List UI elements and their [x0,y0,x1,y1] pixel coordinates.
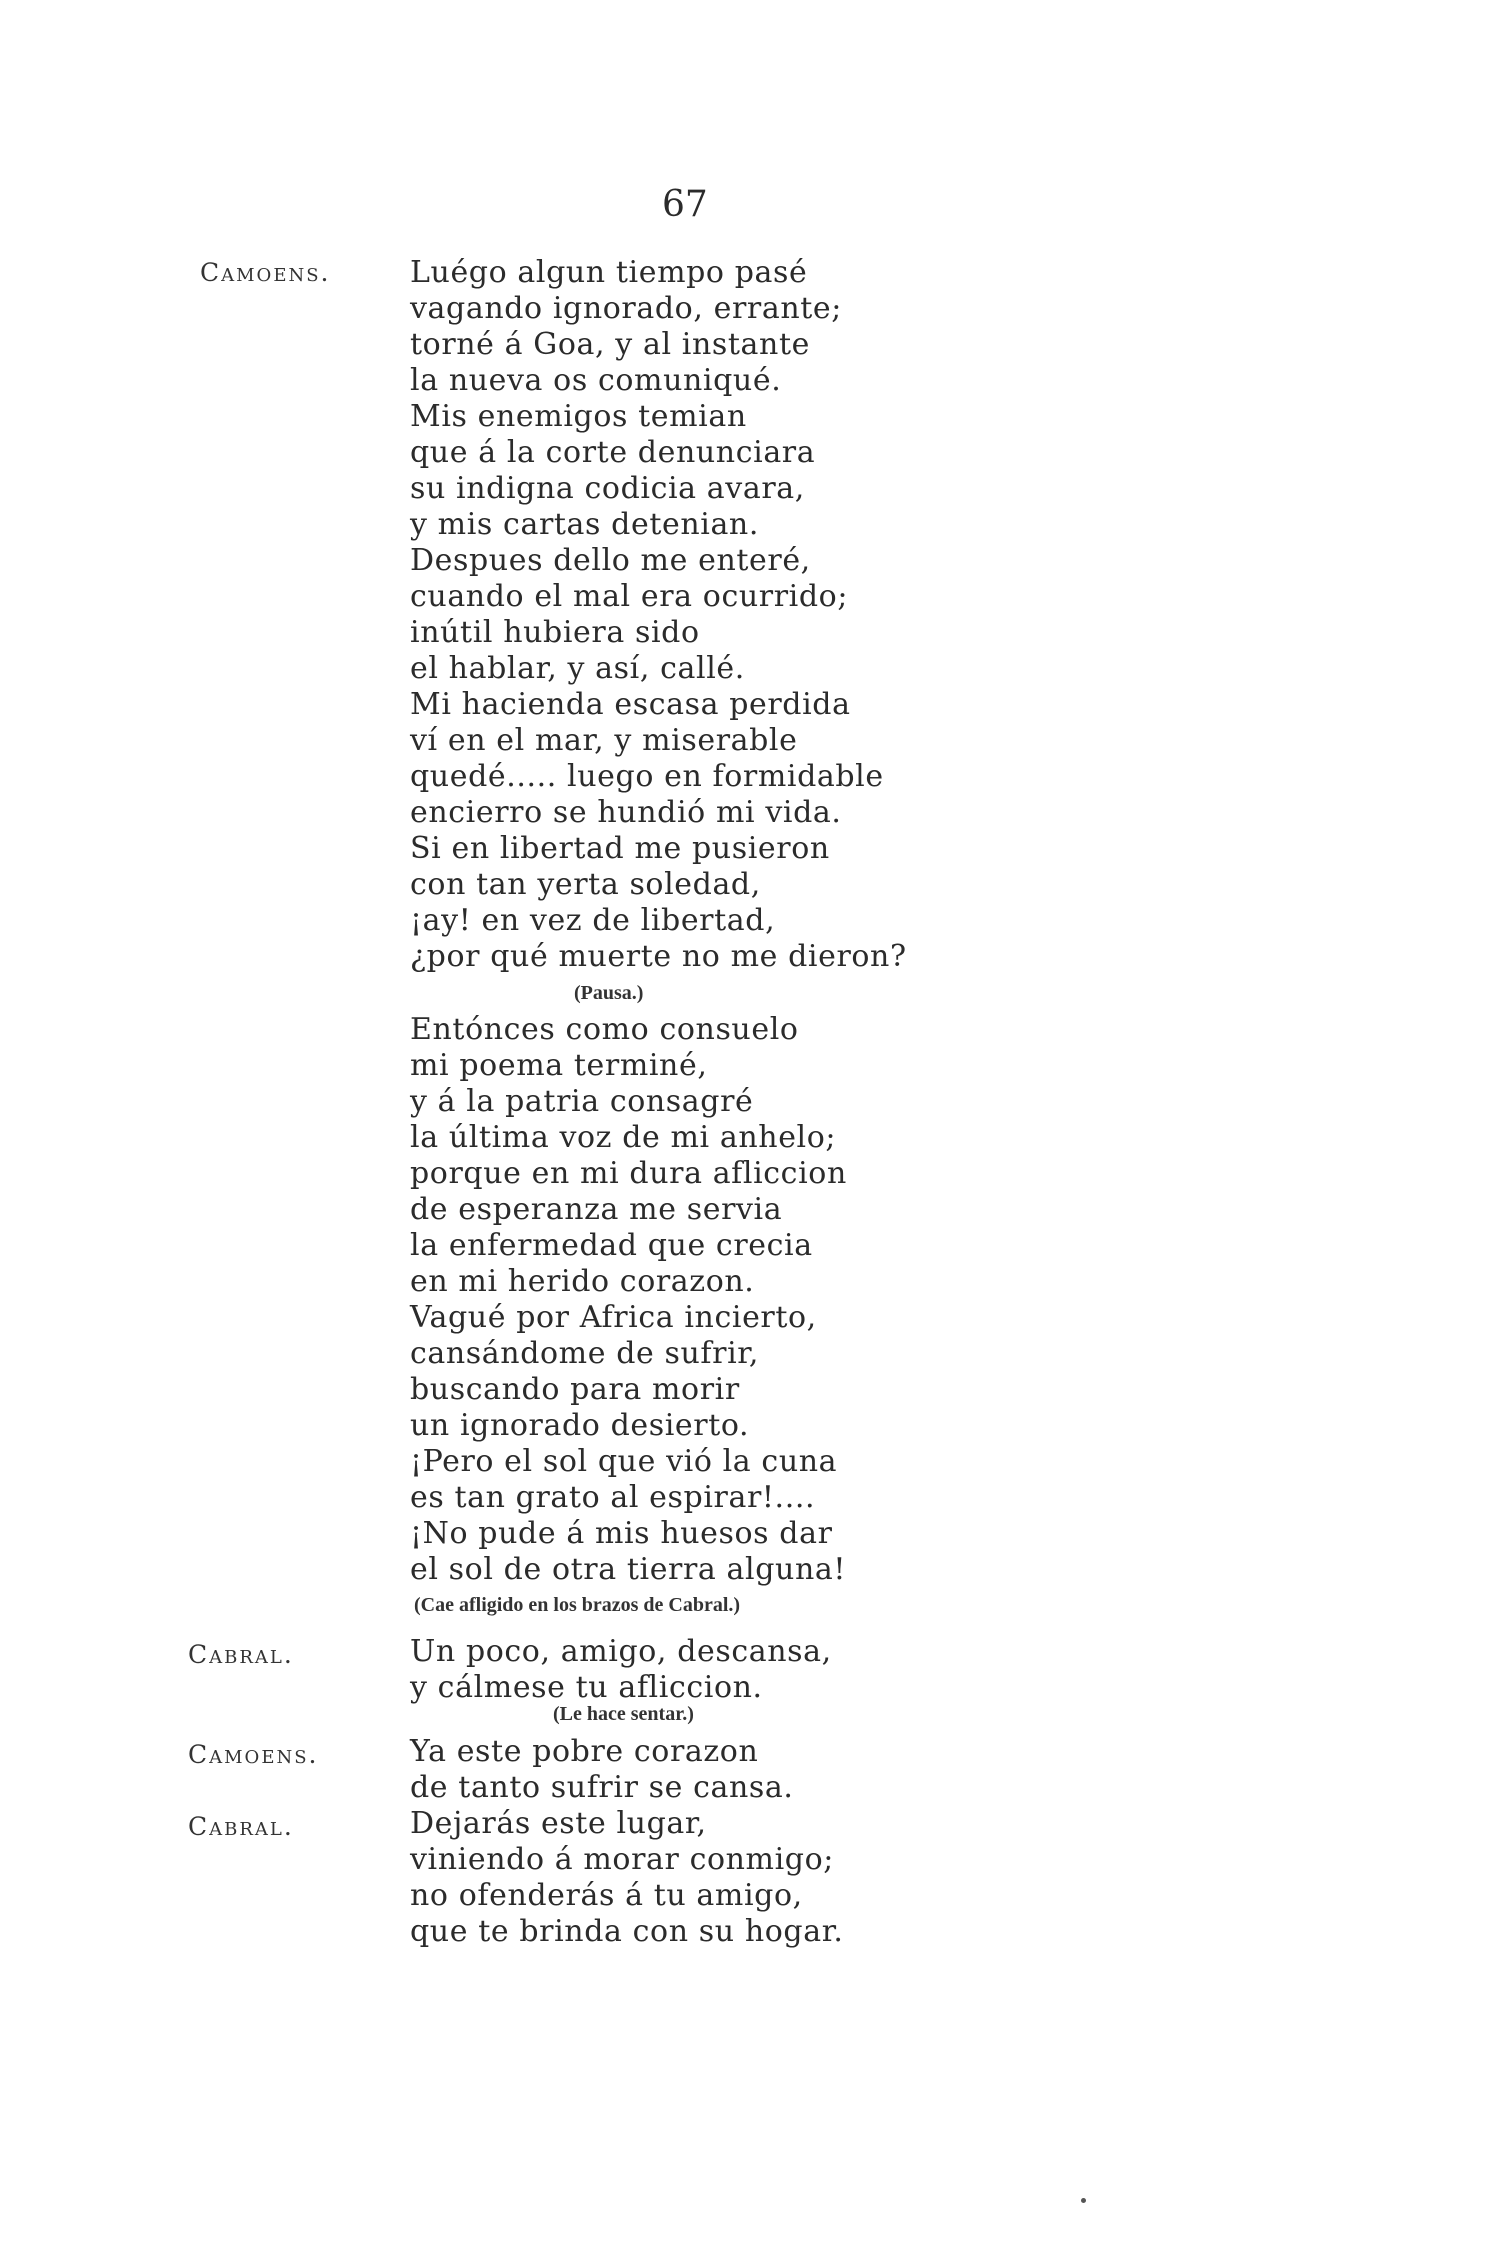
verse-line: torné á Goa, y al instante [410,327,810,362]
verse-line: que á la corte denunciara [410,435,816,470]
ink-speck [1081,2198,1086,2203]
verse-line: ¡ay! en vez de libertad, [410,903,776,938]
stage-direction: (Pausa.) [574,982,644,1004]
verse-line: y á la patria consagré [410,1084,754,1119]
verse-line: el sol de otra tierra alguna! [410,1552,847,1587]
stage-direction: (Cae afligido en los brazos de Cabral.) [414,1594,741,1616]
verse-line: ví en el mar, y miserable [410,723,798,758]
verse-line: que te brinda con su hogar. [410,1914,844,1949]
verse-line: mi poema terminé, [410,1048,708,1083]
speaker-camoens: Camoens. [188,1740,319,1769]
verse-line: Entónces como consuelo [410,1012,799,1047]
verse-line: ¡No pude á mis huesos dar [410,1516,833,1551]
verse-line: Dejarás este lugar, [410,1806,707,1841]
verse-line: Un poco, amigo, descansa, [410,1634,832,1669]
verse-line: la nueva os comuniqué. [410,363,782,398]
stage-direction: (Le hace sentar.) [553,1703,694,1725]
speaker-cabral: Cabral. [188,1812,294,1841]
verse-line: vagando ignorado, errante; [410,291,842,326]
verse-line: quedé..... luego en formidable [410,759,884,794]
verse-block [410,255,907,975]
verse-line: Si en libertad me pusieron [410,831,830,866]
verse-line: la enfermedad que crecia [410,1228,813,1263]
verse-line: de esperanza me servia [410,1192,783,1227]
verse-line: ¿por qué muerte no me dieron? [410,939,907,974]
verse-line: Mis enemigos temian [410,399,747,434]
verse-line: Luégo algun tiempo pasé [410,255,808,290]
verse-line: buscando para morir [410,1372,740,1407]
verse-line: ¡Pero el sol que vió la cuna [410,1444,838,1479]
verse-line: porque en mi dura afliccion [410,1156,847,1191]
verse-line: viniendo á morar conmigo; [410,1842,834,1877]
verse-line: no ofenderás á tu amigo, [410,1878,803,1913]
verse-line: y mis cartas detenian. [410,507,759,542]
verse-line: Mi hacienda escasa perdida [410,687,851,722]
verse-line: el hablar, y así, callé. [410,651,745,686]
verse-line: la última voz de mi anhelo; [410,1120,837,1155]
verse-line: con tan yerta soledad, [410,867,761,902]
verse-line: su indigna codicia avara, [410,471,805,506]
speaker-camoens: Camoens. [200,258,331,287]
verse-block [410,1734,794,1806]
verse-line: Ya este pobre corazon [410,1734,759,1769]
verse-line: de tanto sufrir se cansa. [410,1770,794,1805]
speaker-cabral: Cabral. [188,1640,294,1669]
verse-line: cuando el mal era ocurrido; [410,579,849,614]
verse-line: en mi herido corazon. [410,1264,755,1299]
verse-line: un ignorado desierto. [410,1408,750,1443]
verse-line: inútil hubiera sido [410,615,700,650]
verse-block [410,1012,847,1588]
verse-line: cansándome de sufrir, [410,1336,760,1371]
verse-line: y cálmese tu afliccion. [410,1670,763,1705]
verse-line: es tan grato al espirar!.... [410,1480,816,1515]
verse-line: Despues dello me enteré, [410,543,811,578]
page-number: 67 [662,184,708,225]
verse-line: encierro se hundió mi vida. [410,795,842,830]
verse-block [410,1806,843,1950]
verse-line: Vagué por Africa incierto, [410,1300,817,1335]
verse-block [410,1634,832,1706]
